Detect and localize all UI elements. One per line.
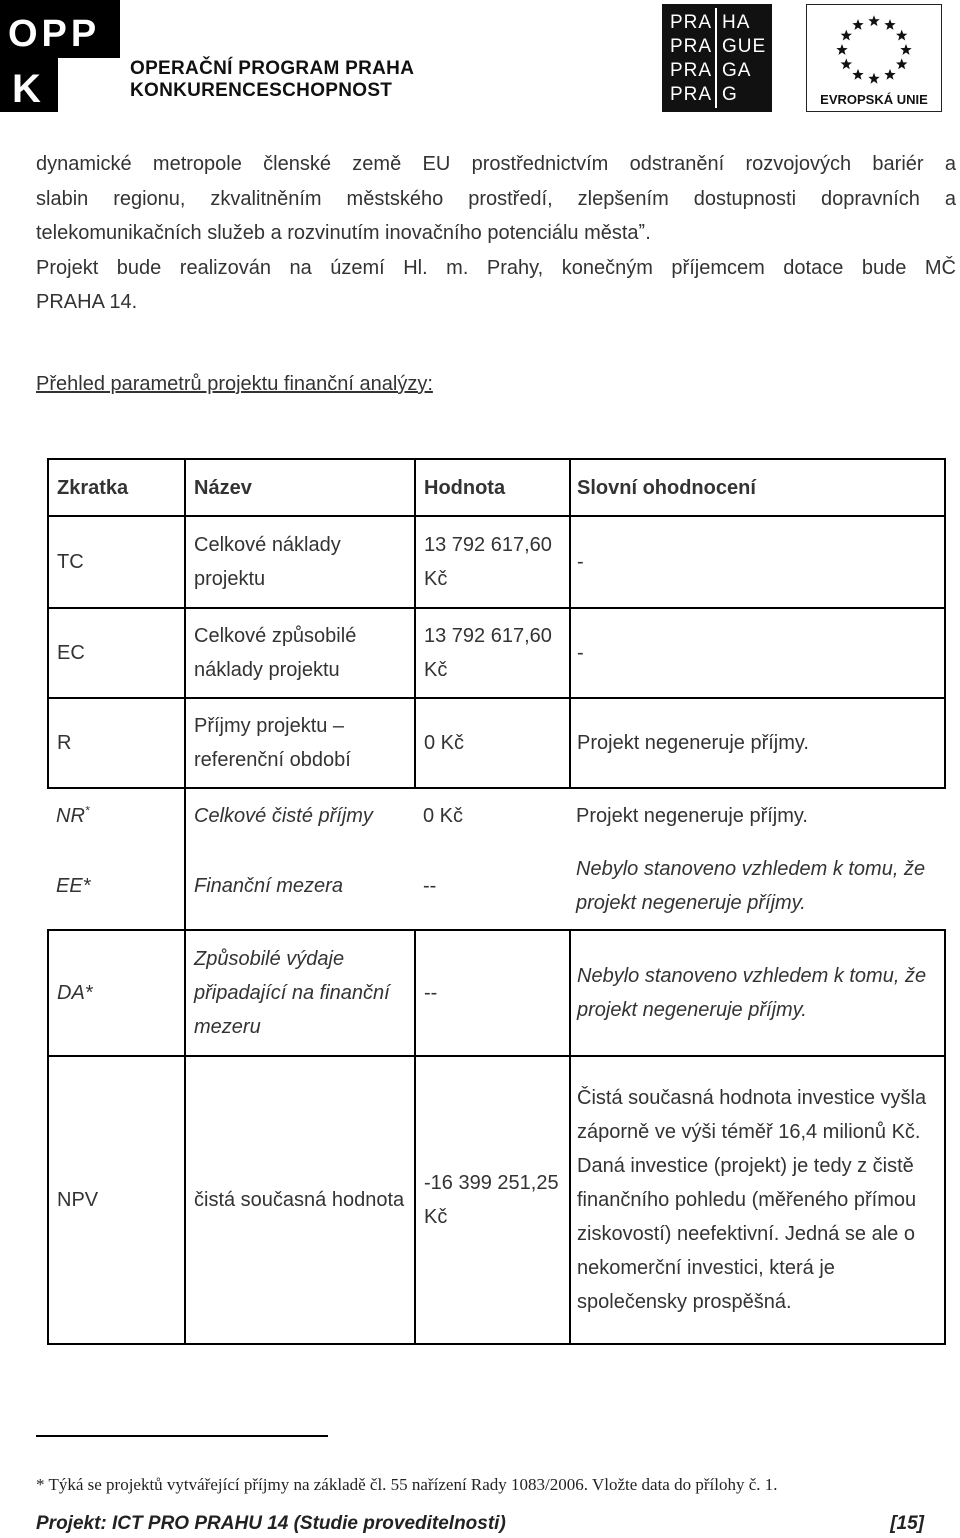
cell-name: Způsobilé výdaje připadající na finanční mezeru <box>185 930 415 1056</box>
praha-logo-r2-left: PRA <box>670 36 713 57</box>
cell-evaluation: Nebylo stanoveno vzhledem k tomu, že projekt negeneruje příjmy. <box>576 857 926 914</box>
cell-name: Celkové náklady projektu <box>185 516 415 608</box>
cell-value: 0 Kč <box>415 698 570 788</box>
paragraph-line: slabin regionu, zkvalitněním městského prostředí, zlepšením dostupnosti dopravních a <box>36 187 956 210</box>
cell-abbreviation: TC <box>48 516 185 608</box>
cell-abbreviation <box>48 788 185 842</box>
cell-evaluation: Čistá současná hodnota investice vyšla záporně ve výši téměř 16,4 milionů Kč. Daná investice (projekt) je tedy z čistě finančního pohledu (měřeného přímou ziskovostí) neefektivní. Jedná se ale o nekomerční investici, která je společensky prospěšná. <box>570 1056 945 1344</box>
cell-evaluation: Projekt negeneruje příjmy. <box>570 698 945 788</box>
header-name: Název <box>185 459 415 516</box>
paragraph-line: Projekt bude realizován na území Hl. m. Prahy, konečným příjemcem dotace bude MČ <box>36 256 956 279</box>
table-header-row <box>48 459 945 516</box>
header-abbreviation: Zkratka <box>48 459 185 516</box>
table-row <box>48 516 945 608</box>
cell-name: Finanční mezera <box>194 874 343 897</box>
cell-abbreviation: NPV <box>48 1056 185 1344</box>
eu-label: EVROPSKÁ UNIE <box>820 92 928 107</box>
cell-evaluation: - <box>570 608 945 698</box>
footnote: * Týká se projektů vytvářející příjmy na základě čl. 55 nařízení Rady 1083/2006. Vložte data do přílohy č. 1. <box>36 1475 778 1494</box>
cell-name: Celkové čisté příjmy <box>194 804 373 827</box>
opp-logo-top-text: OPP <box>8 13 101 55</box>
footer-page-number: [15] <box>890 1513 924 1534</box>
footer-project-title: Projekt: ICT PRO PRAHU 14 (Studie proveditelnosti) <box>36 1513 506 1534</box>
cell-evaluation: Nebylo stanoveno vzhledem k tomu, že projekt negeneruje příjmy. <box>570 930 945 1056</box>
praha-logo-r1-right: HA <box>722 12 751 33</box>
opp-title-line2: KONKURENCESCHOPNOST <box>130 80 393 101</box>
praha-logo-r4-left: PRA <box>670 84 713 105</box>
cell-name: čistá současná hodnota <box>185 1056 415 1344</box>
cell-abbreviation: R <box>48 698 185 788</box>
cell-value: -- <box>423 874 437 897</box>
table-row <box>48 608 945 698</box>
cell-value: 0 Kč <box>423 804 464 827</box>
cell-name: Příjmy projektu – referenční období <box>185 698 415 788</box>
cell-abbreviation: EC <box>48 608 185 698</box>
footnote-separator <box>36 1435 328 1437</box>
paragraph-line: dynamické metropole členské země EU prostřednictvím odstranění rozvojových bariér a <box>36 153 956 175</box>
cell-value: -- <box>415 930 570 1056</box>
table-row <box>48 788 945 842</box>
praha-logo-r3-left: PRA <box>670 60 713 81</box>
cell-abbreviation: EE* <box>48 842 185 930</box>
cell-value: -16 399 251,25 Kč <box>415 1056 570 1344</box>
table-row <box>48 930 945 1056</box>
paragraph-line: telekomunikačních služeb a rozvinutím inovačního potenciálu městaˮ. <box>36 222 651 244</box>
table-row <box>48 698 945 788</box>
page-header <box>0 0 960 120</box>
opp-logo <box>0 0 120 112</box>
cell-abbreviation-text: NR <box>56 804 85 827</box>
header-value: Hodnota <box>415 459 570 516</box>
table-row <box>48 842 945 930</box>
praha-logo-r3-right: GA <box>722 60 752 81</box>
opp-logo-bottom-text: K <box>12 67 41 111</box>
header-evaluation: Slovní ohodnocení <box>570 459 945 516</box>
section-title: Přehled parametrů projektu finanční analýzy: <box>36 373 433 395</box>
footnote-marker: * <box>84 802 90 817</box>
praha-logo-r2-right: GUE <box>722 36 767 57</box>
cell-evaluation: Projekt negeneruje příjmy. <box>576 804 808 827</box>
cell-value: 13 792 617,60 Kč <box>415 608 570 698</box>
opp-title <box>130 58 414 102</box>
praha-logo <box>662 4 772 112</box>
praha-logo-r4-right: G <box>722 84 738 105</box>
cell-abbreviation: DA* <box>48 930 185 1056</box>
table-row <box>48 1056 945 1344</box>
cell-value: 13 792 617,60 Kč <box>415 516 570 608</box>
praha-logo-r1-left: PRA <box>670 12 713 33</box>
cell-evaluation: - <box>570 516 945 608</box>
opp-title-line1: OPERAČNÍ PROGRAM PRAHA <box>130 58 415 79</box>
intro-paragraph <box>36 147 956 320</box>
parameters-table <box>47 458 946 1345</box>
paragraph-line: PRAHA 14. <box>36 291 138 313</box>
cell-name: Celkové způsobilé náklady projektu <box>185 608 415 698</box>
